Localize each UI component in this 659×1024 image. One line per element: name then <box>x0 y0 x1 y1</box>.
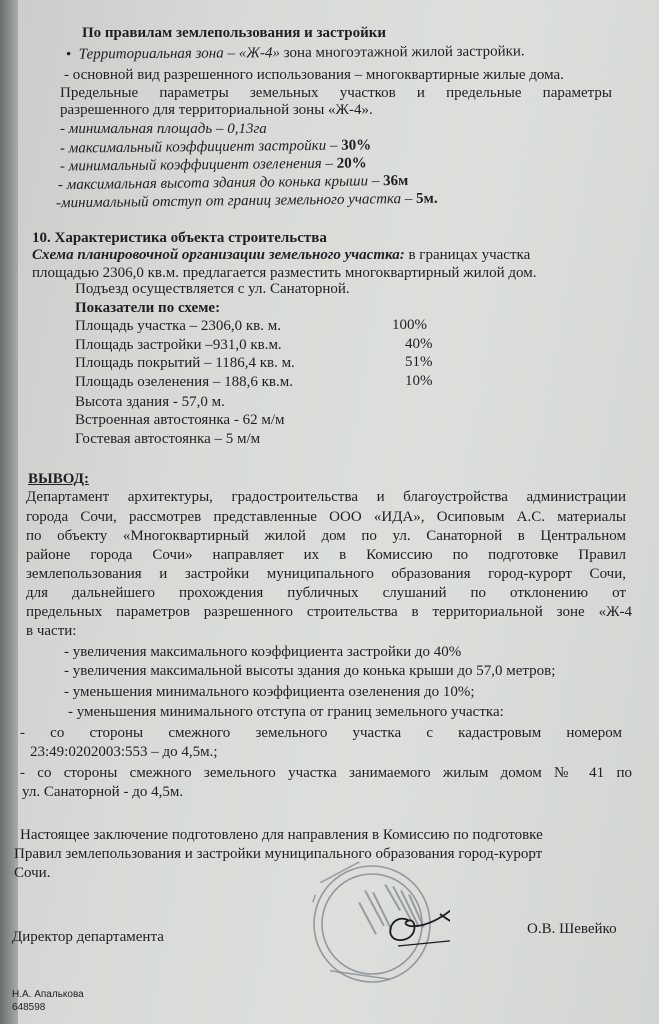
min-offset: -минимальный отступ от границ земельного участка – 5м. <box>55 190 438 212</box>
indicator-green-pct: 10% <box>405 373 433 389</box>
bullet: • <box>65 46 72 63</box>
indicator-cover-pct: 51% <box>405 354 433 370</box>
conclusion-line-1: Департамент архитектуры, градостроительства и благоустройства администрации <box>26 489 626 505</box>
item-coef: - увеличения максимального коэффициента застройки до 40% <box>64 644 462 660</box>
conclusion-line-3: по объекту «Многоквартирный жилой дом по ул. Санаторной в Центральном <box>26 528 626 544</box>
final-line-2: Правил землепользования и застройки муниципального образования город-курорт <box>14 846 543 862</box>
rules-heading: По правилам землепользования и застройки <box>82 25 387 41</box>
official-stamp-icon <box>290 862 450 992</box>
max-coef: - максимальный коэффициент застройки – 30% <box>59 137 372 157</box>
indicator-building: Площадь застройки –931,0 кв.м. <box>75 337 282 353</box>
conclusion-line-2: города Сочи, рассмотрев представленные ООО «ИДА», Осиповым А.С. материалы <box>26 509 626 525</box>
min-green: - минимальный коэффициент озеленения – 20% <box>59 155 367 175</box>
indicators-heading: Показатели по схеме: <box>75 300 221 316</box>
zone-line: • Территориальная зона – «Ж-4» зона многоэтажной жилой застройки. <box>65 43 525 63</box>
executor-name: Н.А. Апалькова <box>12 989 84 1000</box>
sub1-line-2: 23:49:0202003:553 – до 4,5м.; <box>30 744 218 760</box>
indicator-height: Высота здания - 57,0 м. <box>75 394 225 410</box>
access-line: Подъезд осуществляется с ул. Санаторной. <box>75 281 350 297</box>
min-area: - минимальная площадь – 0,13га <box>60 121 267 137</box>
item-green: - уменьшения минимального коэффициента озеленения до 10%; <box>64 684 475 700</box>
director-title: Директор департамента <box>12 929 164 945</box>
final-line-3: Сочи. <box>14 865 51 881</box>
conclusion-line-5: землепользования и застройки муниципального образования город-курорт Сочи, <box>26 566 626 582</box>
item-height: - увеличения максимальной высоты здания до конька крыши до 57,0 метров; <box>64 663 556 679</box>
conclusion-line-4: районе города Сочи» направляет их в Комиссию по подготовке Правил <box>26 547 626 563</box>
max-height: - максимальная высота здания до конька крыши – 36м <box>57 172 409 194</box>
conclusion-heading: ВЫВОД: <box>28 471 89 487</box>
params-line-2: разрешенного для территориальной зоны «Ж-4». <box>60 102 373 118</box>
use-line: - основной вид разрешенного использования – многоквартирные жилые дома. <box>64 67 564 83</box>
conclusion-line-6: для дальнейшего прохождения публичных слушаний по отклонению от <box>26 585 626 601</box>
indicator-cover: Площадь покрытий – 1186,4 кв. м. <box>75 355 295 371</box>
conclusion-line-7: предельных параметров разрешенного строительства в территориальной зоне «Ж-4 <box>26 604 632 620</box>
conclusion-line-8: в части: <box>26 623 77 639</box>
indicator-green: Площадь озеленения – 188,6 кв.м. <box>75 374 293 390</box>
item-offset: - уменьшения минимального отступа от границ земельного участка: <box>68 704 504 720</box>
indicator-area: Площадь участка – 2306,0 кв. м. <box>75 318 281 334</box>
indicator-parking: Встроенная автостоянка - 62 м/м <box>75 412 285 428</box>
sub1-line-1: - со стороны смежного земельного участка с кадастровым номером <box>20 725 622 741</box>
section10-heading: 10. Характеристика объекта строительства <box>32 230 327 246</box>
scheme-line-2: площадью 2306,0 кв.м. предлагается разместить многоквартирный жилой дом. <box>32 265 537 281</box>
sub2-line-2: ул. Санаторной - до 4,5м. <box>22 784 184 800</box>
executor-phone: 648598 <box>12 1002 46 1013</box>
indicator-building-pct: 40% <box>405 336 433 352</box>
indicator-guest-parking: Гостевая автостоянка – 5 м/м <box>75 431 261 447</box>
final-line-1: Настоящее заключение подготовлено для направления в Комиссию по подготовке <box>20 827 543 843</box>
director-name: О.В. Шевейко <box>527 921 617 937</box>
indicator-area-pct: 100% <box>392 317 427 333</box>
params-line-1: Предельные параметры земельных участков и предельные параметры <box>60 85 612 101</box>
sub2-line-1: - со стороны смежного земельного участка занимаемого жилым домом № 41 по <box>20 765 632 781</box>
scheme-line-1: Схема планировочной организации земельного участка: в границах участка <box>32 247 531 263</box>
